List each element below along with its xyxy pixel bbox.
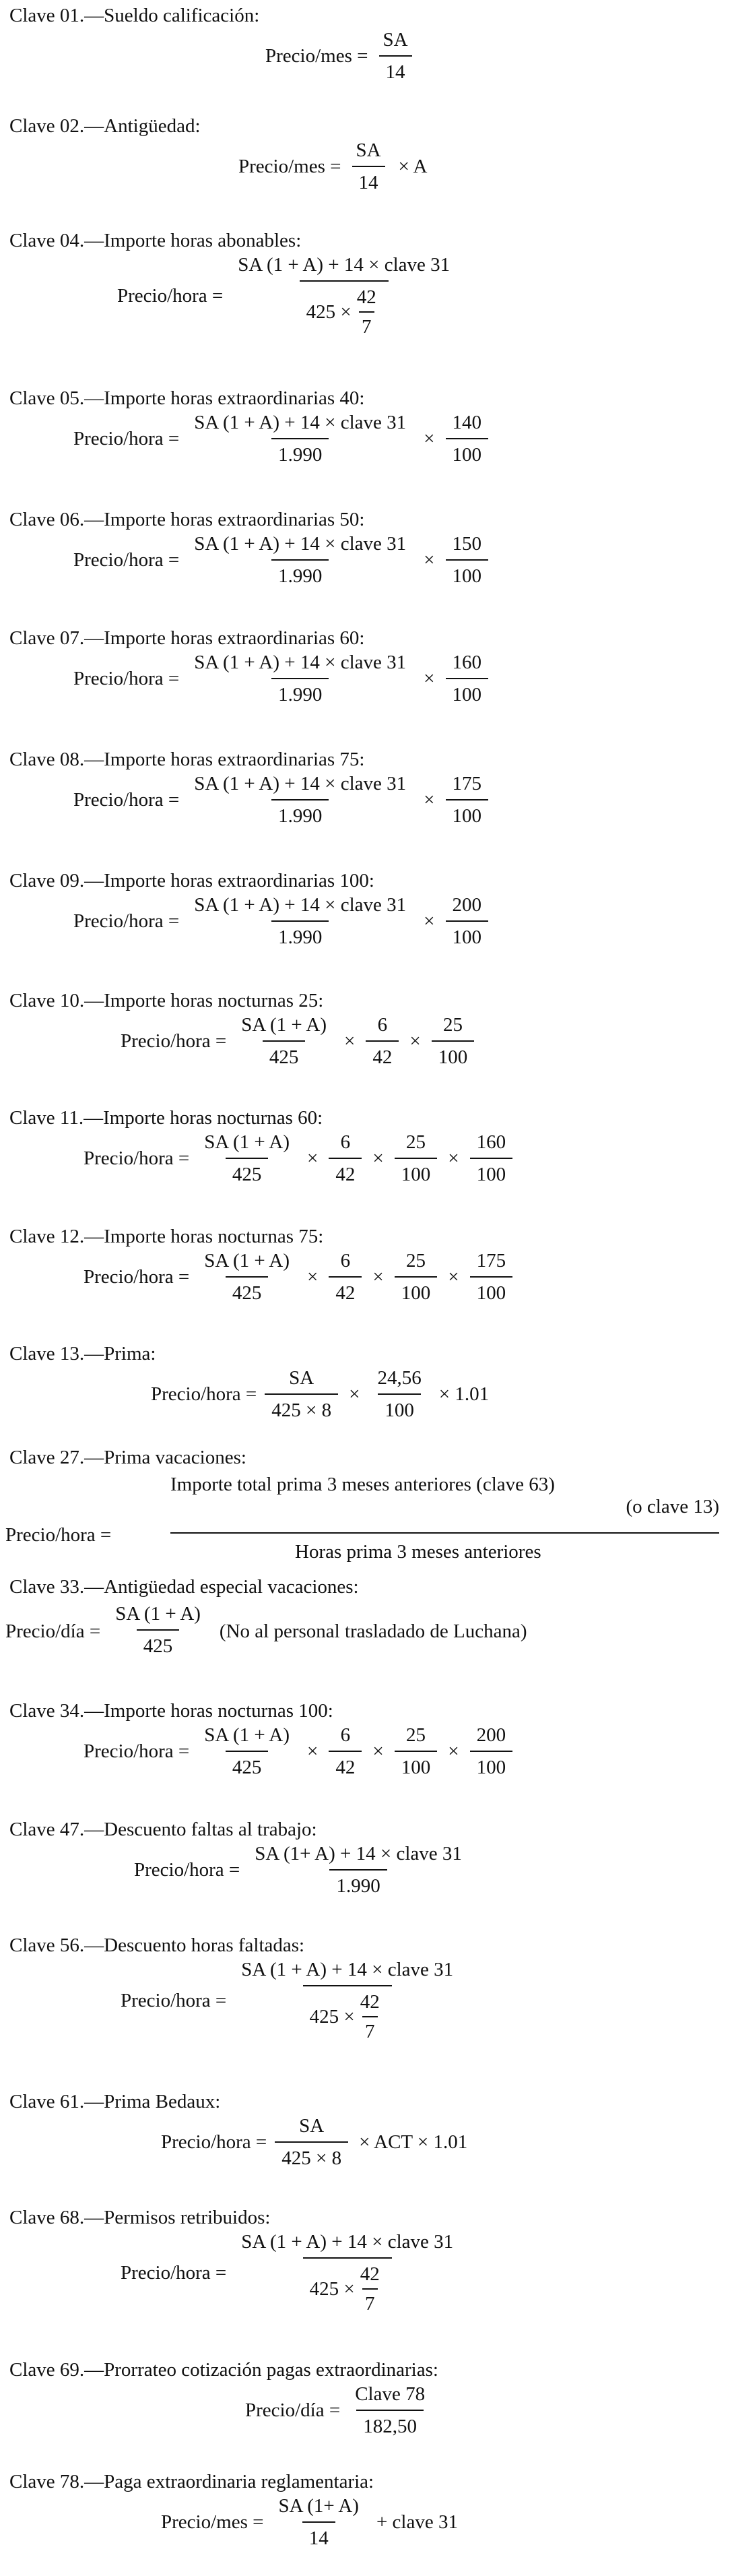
clave-10-section [9, 988, 723, 1069]
clave-69-formula [9, 2383, 723, 2438]
fraction: $\frac{\text{SA (1 + A) + 14 × clave 31}}{1.990}$ [194, 533, 407, 587]
fraction: $\frac{SA (1 + A)}{425}$ [204, 1724, 290, 1778]
fraction: $\frac{\text{SA (1 + A) + 14 × clave 31}}{1.990}$ [194, 412, 407, 466]
fraction: $\frac{175}{100}$ [470, 1249, 513, 1305]
fraction: $\frac{\text{SA (1 + A) + 14 × clave 31}}{1.990}$ [194, 652, 407, 705]
clave-69-title: Clave 69.—Prorrateo cotización pagas extraordinarias: [9, 2359, 438, 2381]
fraction: $\frac{6}{42}$ [329, 1249, 362, 1305]
fraction-denominator: Horas prima 3 meses anteriores [295, 1541, 541, 1563]
clave-68-title: Clave 68.—Permisos retribuidos: [9, 2207, 271, 2228]
fraction: $\frac{SA}{14}$ [349, 139, 387, 194]
clave-08-title: Clave 08.—Importe horas extraordinarias 75: [9, 749, 365, 770]
fraction: $\frac{150}{100}$ [446, 532, 489, 588]
fraction-numerator: Importe total prima 3 meses anteriores (clave 63) [170, 1474, 555, 1495]
clave-10-formula: Precio/hora = $\frac{SA (1 + A)}{425}$ × $\frac{6}{42}$ × $\frac{25}{100}$ [9, 1013, 723, 1069]
fraction: $\frac{140}{100}$ [446, 411, 489, 466]
clave-27-title: Clave 27.—Prima vacaciones: [9, 1447, 246, 1468]
clave-08-formula: Precio/hora = $\frac{\text{SA (1 + A) + 14 × clave 31}}{1.990}$ × $\frac{175}{100}$ [9, 772, 723, 827]
clave-09-title: Clave 09.—Importe horas extraordinarias 100: [9, 870, 374, 891]
clave-33-title: Clave 33.—Antigüedad especial vacaciones: [9, 1576, 359, 1598]
clave-05-section [9, 385, 723, 466]
fraction: $\frac{200}{100}$ [470, 1724, 513, 1779]
fraction-numerator-note: (o clave 13) [626, 1496, 719, 1517]
clave-11-formula: Precio/hora = $\frac{SA (1 + A)}{425}$ × $\frac{6}{42}$ × $\frac{25}{100}$ × $\frac{160}{100}$ [9, 1131, 723, 1186]
clave-34-title: Clave 34.—Importe horas nocturnas 100: [9, 1700, 333, 1722]
formula-lhs: Precio/hora = [73, 549, 180, 571]
formula-lhs: Precio/hora = [151, 1383, 257, 1405]
fraction: $\frac{160}{100}$ [470, 1131, 513, 1186]
clave-05-formula: Precio/hora = $\frac{\text{SA (1 + A) + 14 × clave 31}}{1.990}$ × $\frac{140}{100}$ [9, 411, 723, 466]
fraction: $\frac{25}{100}$ [395, 1724, 438, 1779]
clave-34-section [9, 1698, 723, 1779]
fraction: $\frac{200}{100}$ [446, 893, 489, 949]
fraction: $\frac{SA}{14}$ [376, 28, 414, 84]
clave-56-title: Clave 56.—Descuento horas faltadas: [9, 1935, 305, 1956]
clave-02-title: Clave 02.—Antigüedad: [9, 115, 201, 137]
clave-68-section [9, 2205, 723, 2315]
clave-07-formula: Precio/hora = $\frac{\text{SA (1 + A) + 14 × clave 31}}{1.990}$ × $\frac{160}{100}$ [9, 651, 723, 706]
clave-07-section [9, 625, 723, 706]
fraction: $\frac{6}{42}$ [329, 1131, 362, 1186]
formula-lhs: Precio/mes = [238, 156, 341, 177]
fraction: SA (1 + A) + 14 × clave 31 425 × $\frac{42}{7}$ [238, 254, 451, 338]
nested-fraction: $\frac{42}{7}$ [360, 1991, 380, 2042]
fraction-bar [170, 1532, 719, 1534]
fraction: SA (1 + A) + 14 × clave 31 425 × $\frac{42}{7}$ [241, 2231, 454, 2315]
formula-lhs: Precio/hora = [161, 2131, 267, 2153]
clave-33-section [5, 1574, 723, 1658]
fraction: $\frac{SA (1 + A)}{425}$ [204, 1131, 290, 1185]
fraction: $\frac{SA (1+ A)}{14}$ [278, 2495, 359, 2549]
clave-56-formula [9, 1958, 723, 2043]
formula-lhs: Precio/mes = [161, 2511, 264, 2533]
clave-13-formula: Precio/hora = $\frac{SA}{425 \times 8}$ × $\frac{24,56}{100}$ × 1.01 [151, 1367, 490, 1421]
formula-lhs: Precio/hora = [134, 1859, 240, 1881]
formula-lhs: Precio/hora = [84, 1148, 190, 1169]
formula-lhs: Precio/día = [245, 2399, 341, 2421]
clave-09-formula: Precio/hora = $\frac{\text{SA (1 + A) + 14 × clave 31}}{1.990}$ × $\frac{200}{100}$ [9, 893, 723, 949]
fraction: $\frac{175}{100}$ [446, 772, 489, 827]
clave-34-formula: Precio/hora = $\frac{SA (1 + A)}{425}$ × $\frac{6}{42}$ × $\frac{25}{100}$ × $\frac{200}{100}$ [9, 1724, 723, 1779]
clave-08-section [9, 747, 723, 827]
formula-lhs: Precio/hora = [117, 285, 224, 307]
fraction: $\frac{24,56}{100}$ [377, 1367, 422, 1421]
clave-10-title: Clave 10.—Importe horas nocturnas 25: [9, 990, 324, 1011]
fraction: $\frac{160}{100}$ [446, 651, 489, 706]
clave-12-formula: Precio/hora = $\frac{SA (1 + A)}{425}$ × $\frac{6}{42}$ × $\frac{25}{100}$ × $\frac{175}{100}$ [9, 1249, 723, 1305]
formula-lhs: Precio/hora = [84, 1740, 190, 1762]
fraction: $\frac{SA (1 + A)}{425}$ [241, 1014, 327, 1068]
clave-06-title: Clave 06.—Importe horas extraordinarias 50: [9, 509, 365, 530]
fraction: $\frac{SA}{425 \times 8}$ [275, 2114, 348, 2170]
clave-12-section [9, 1224, 723, 1305]
clave-61-formula: Precio/hora = $\frac{SA}{425 \times 8}$ × ACT × 1.01 [161, 2115, 468, 2169]
clave-11-section [9, 1105, 723, 1186]
clave-68-formula [9, 2230, 723, 2315]
clave-01-section [9, 3, 723, 84]
clave-13-title: Clave 13.—Prima: [9, 1343, 156, 1364]
clave-06-section [9, 507, 723, 588]
fraction: $\frac{25}{100}$ [395, 1249, 438, 1305]
formula-lhs: Precio/hora = [121, 2262, 227, 2284]
clave-02-formula: Precio/mes = $\frac{SA}{14}$ × A [238, 139, 428, 193]
fraction: $\frac{25}{100}$ [395, 1131, 438, 1186]
clave-02-section [9, 113, 723, 194]
clave-27-section [9, 1445, 723, 1470]
clave-09-section [9, 868, 723, 949]
clave-47-section [9, 1817, 723, 1897]
formula-note: (No al personal trasladado de Luchana) [219, 1621, 527, 1642]
clave-47-formula [9, 1842, 723, 1897]
formula-lhs: Precio/hora = [73, 428, 180, 449]
fraction: $\frac{6}{42}$ [366, 1013, 399, 1069]
clave-13-section [9, 1341, 723, 1422]
clave-04-formula [9, 253, 723, 338]
fraction: $\frac{\text{SA (1+ A) + 14 × clave 31}}{1.990}$ [255, 1843, 462, 1897]
formula-lhs: Precio/hora = [5, 1524, 112, 1546]
formula-lhs: Precio/hora = [121, 1990, 227, 2011]
nested-fraction: $\frac{42}{7}$ [360, 2263, 380, 2315]
formula-lhs: Precio/hora = [73, 910, 180, 932]
formula-lhs: Precio/hora = [73, 668, 180, 689]
clave-01-title: Clave 01.—Sueldo calificación: [9, 5, 260, 26]
clave-01-formula [9, 28, 723, 84]
fraction: SA (1 + A) + 14 × clave 31 425 × $\frac{42}{7}$ [241, 1959, 454, 2042]
clave-04-title: Clave 04.—Importe horas abonables: [9, 230, 302, 251]
clave-69-section [9, 2357, 723, 2438]
fraction: $\frac{SA (1 + A)}{425}$ [204, 1250, 290, 1304]
clave-12-title: Clave 12.—Importe horas nocturnas 75: [9, 1226, 324, 1247]
clave-61-title: Clave 61.—Prima Bedaux: [9, 2091, 221, 2112]
fraction: $\frac{SA}{425 \times 8}$ [265, 1366, 338, 1422]
clave-04-section [9, 228, 723, 338]
formula-lhs: Precio/hora = [84, 1266, 190, 1288]
formula-lhs: Precio/hora = [73, 789, 180, 811]
fraction: $\frac{\text{SA (1 + A) + 14 × clave 31}}{1.990}$ [194, 894, 407, 948]
fraction: $\frac{\text{SA (1 + A) + 14 × clave 31}}{1.990}$ [194, 773, 407, 827]
clave-47-title: Clave 47.—Descuento faltas al trabajo: [9, 1819, 317, 1840]
clave-27-formula [5, 1473, 719, 1574]
fraction: $\frac{25}{100}$ [432, 1013, 475, 1069]
fraction: $\frac{\text{Clave 78}}{182,50}$ [355, 2383, 426, 2437]
formula-lhs: Precio/mes = [265, 45, 368, 67]
clave-06-formula: Precio/hora = $\frac{\text{SA (1 + A) + 14 × clave 31}}{1.990}$ × $\frac{150}{100}$ [9, 532, 723, 588]
clave-78-section [9, 2469, 723, 2550]
nested-fraction: $\frac{42}{7}$ [356, 286, 376, 338]
clave-05-title: Clave 05.—Importe horas extraordinarias 40: [9, 387, 365, 409]
formula-lhs: Precio/día = [5, 1621, 101, 1642]
clave-11-title: Clave 11.—Importe horas nocturnas 60: [9, 1107, 323, 1129]
clave-61-section [9, 2089, 723, 2170]
clave-07-title: Clave 07.—Importe horas extraordinarias 60: [9, 627, 365, 649]
fraction: $\frac{SA (1 + A)}{425}$ [115, 1603, 201, 1657]
clave-56-section [9, 1933, 723, 2043]
formula-lhs: Precio/hora = [121, 1030, 227, 1052]
clave-78-formula: Precio/mes = $\frac{SA (1+ A)}{14}$ + clave 31 [161, 2495, 458, 2549]
clave-33-formula [5, 1602, 723, 1658]
fraction: $\frac{6}{42}$ [329, 1724, 362, 1779]
clave-78-title: Clave 78.—Paga extraordinaria reglamentaria: [9, 2471, 374, 2492]
